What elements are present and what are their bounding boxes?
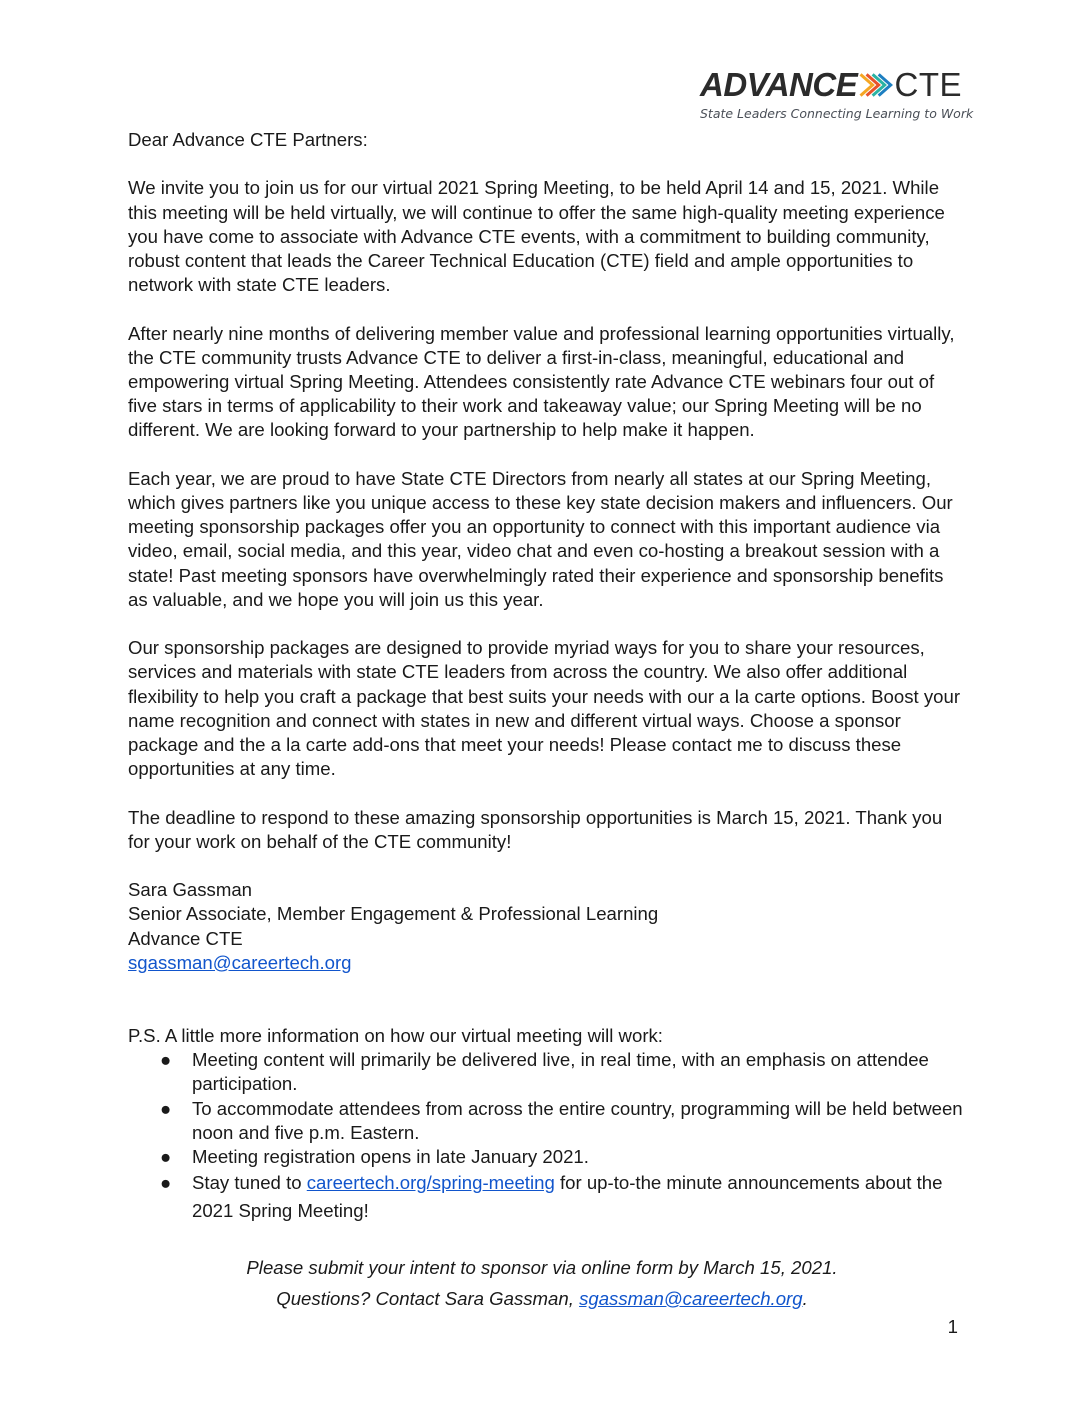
footer-line-2-text: Questions? Contact Sara Gassman, (276, 1288, 580, 1309)
list-item-text: To accommodate attendees from across the entire country, programming will be held between noon and five p.m. Eastern. (192, 1097, 963, 1143)
footer-line-2 (128, 1283, 956, 1314)
postscript (128, 1024, 968, 1225)
logo-wordmark-cte: CTE (894, 66, 962, 103)
list-item-text-before: Stay tuned to (192, 1172, 307, 1194)
paragraph-state-directors: Each year, we are proud to have State CTE Directors from nearly all states at our Spring Meeting, which gives partners like you unique access to these key state decision makers and influencers. Our meeting sponsorship packages offer you an opportunity to connect with this important audience via video, email, social media, and this year, video chat and even co-hosting a breakout session with a state! Past meeting sponsors have overwhelmingly rated their experience and sponsorship benefits as valuable, and we hope you will join us this year. (128, 467, 953, 610)
paragraph-community-trust: After nearly nine months of delivering member value and professional learning opportunities virtually, the CTE community trusts Advance CTE to deliver a first-in-class, meaningful, educational and empowering virtual Spring Meeting. Attendees consistently rate Advance CTE webinars four out of five stars in terms of applicability to their work and takeaway value; our Spring Meeting will be no different. We are looking forward to your partnership to help make it happen. (128, 322, 955, 441)
list-item (128, 1097, 968, 1145)
footer-email-link[interactable]: sgassman@careertech.org (579, 1288, 803, 1309)
list-item (128, 1048, 968, 1096)
ps-list (128, 1048, 968, 1225)
signature-email-link[interactable]: sgassman@careertech.org (128, 951, 352, 973)
salutation: Dear Advance CTE Partners: (128, 129, 368, 150)
logo-wordmark-advance: ADVANCE (700, 66, 858, 103)
signature-block (128, 878, 964, 975)
bullet-icon: ● (160, 1097, 172, 1119)
page-number: 1 (947, 1316, 958, 1337)
footer-line-1: Please submit your intent to sponsor via online form by March 15, 2021. (246, 1257, 838, 1278)
signature-title: Senior Associate, Member Engagement & Professional Learning (128, 903, 659, 925)
list-item (128, 1145, 968, 1169)
advance-cte-logo (700, 66, 974, 122)
logo-tagline: State Leaders Connecting Learning to Work (700, 106, 974, 121)
list-item-text: Meeting content will primarily be delivered live, in real time, with an emphasis on attendee participation. (192, 1049, 929, 1095)
list-item-text-after: for up-to-the minute announcements about the 2021 Spring Meeting! (192, 1172, 943, 1222)
list-item (128, 1169, 968, 1225)
list-item-text: Meeting registration opens in late January 2021. (192, 1146, 589, 1168)
footer-line-2-end: . (802, 1288, 808, 1309)
paragraph-invitation: We invite you to join us for our virtual 2021 Spring Meeting, to be held April 14 and 15, 2021. While this meeting will be held virtually, we will continue to offer the same high-quality meeting experience you have come to associate with Advance CTE events, with a commitment to building community, robust content that leads the Career Technical Education (CTE) field and ample opportunities to network with state CTE leaders. (128, 177, 945, 296)
bullet-icon: ● (160, 1049, 172, 1071)
spring-meeting-link[interactable]: careertech.org/spring-meeting (306, 1172, 555, 1194)
letter-body (128, 128, 964, 975)
ps-intro: P.S. A little more information on how our virtual meeting will work: (128, 1025, 663, 1046)
footer-note (128, 1252, 956, 1314)
bullet-icon: ● (160, 1172, 172, 1194)
bullet-icon: ● (160, 1146, 172, 1168)
signature-org: Advance CTE (128, 927, 243, 949)
paragraph-deadline: The deadline to respond to these amazing sponsorship opportunities is March 15, 2021. Thank you for your work on behalf of the CTE community! (128, 806, 943, 852)
paragraph-sponsorship-packages: Our sponsorship packages are designed to provide myriad ways for you to share your resources, services and materials with state CTE leaders from across the country. We also offer additional flexibility to help you craft a package that best suits your needs with our a la carte options. Boost your name recognition and connect with states in new and different virtual ways. Choose a sponsor package and the a la carte add-ons that meet your needs! Please contact me to discuss these opportunities at any time. (128, 637, 961, 780)
logo-chevrons-icon (859, 68, 892, 102)
signature-name: Sara Gassman (128, 879, 253, 901)
